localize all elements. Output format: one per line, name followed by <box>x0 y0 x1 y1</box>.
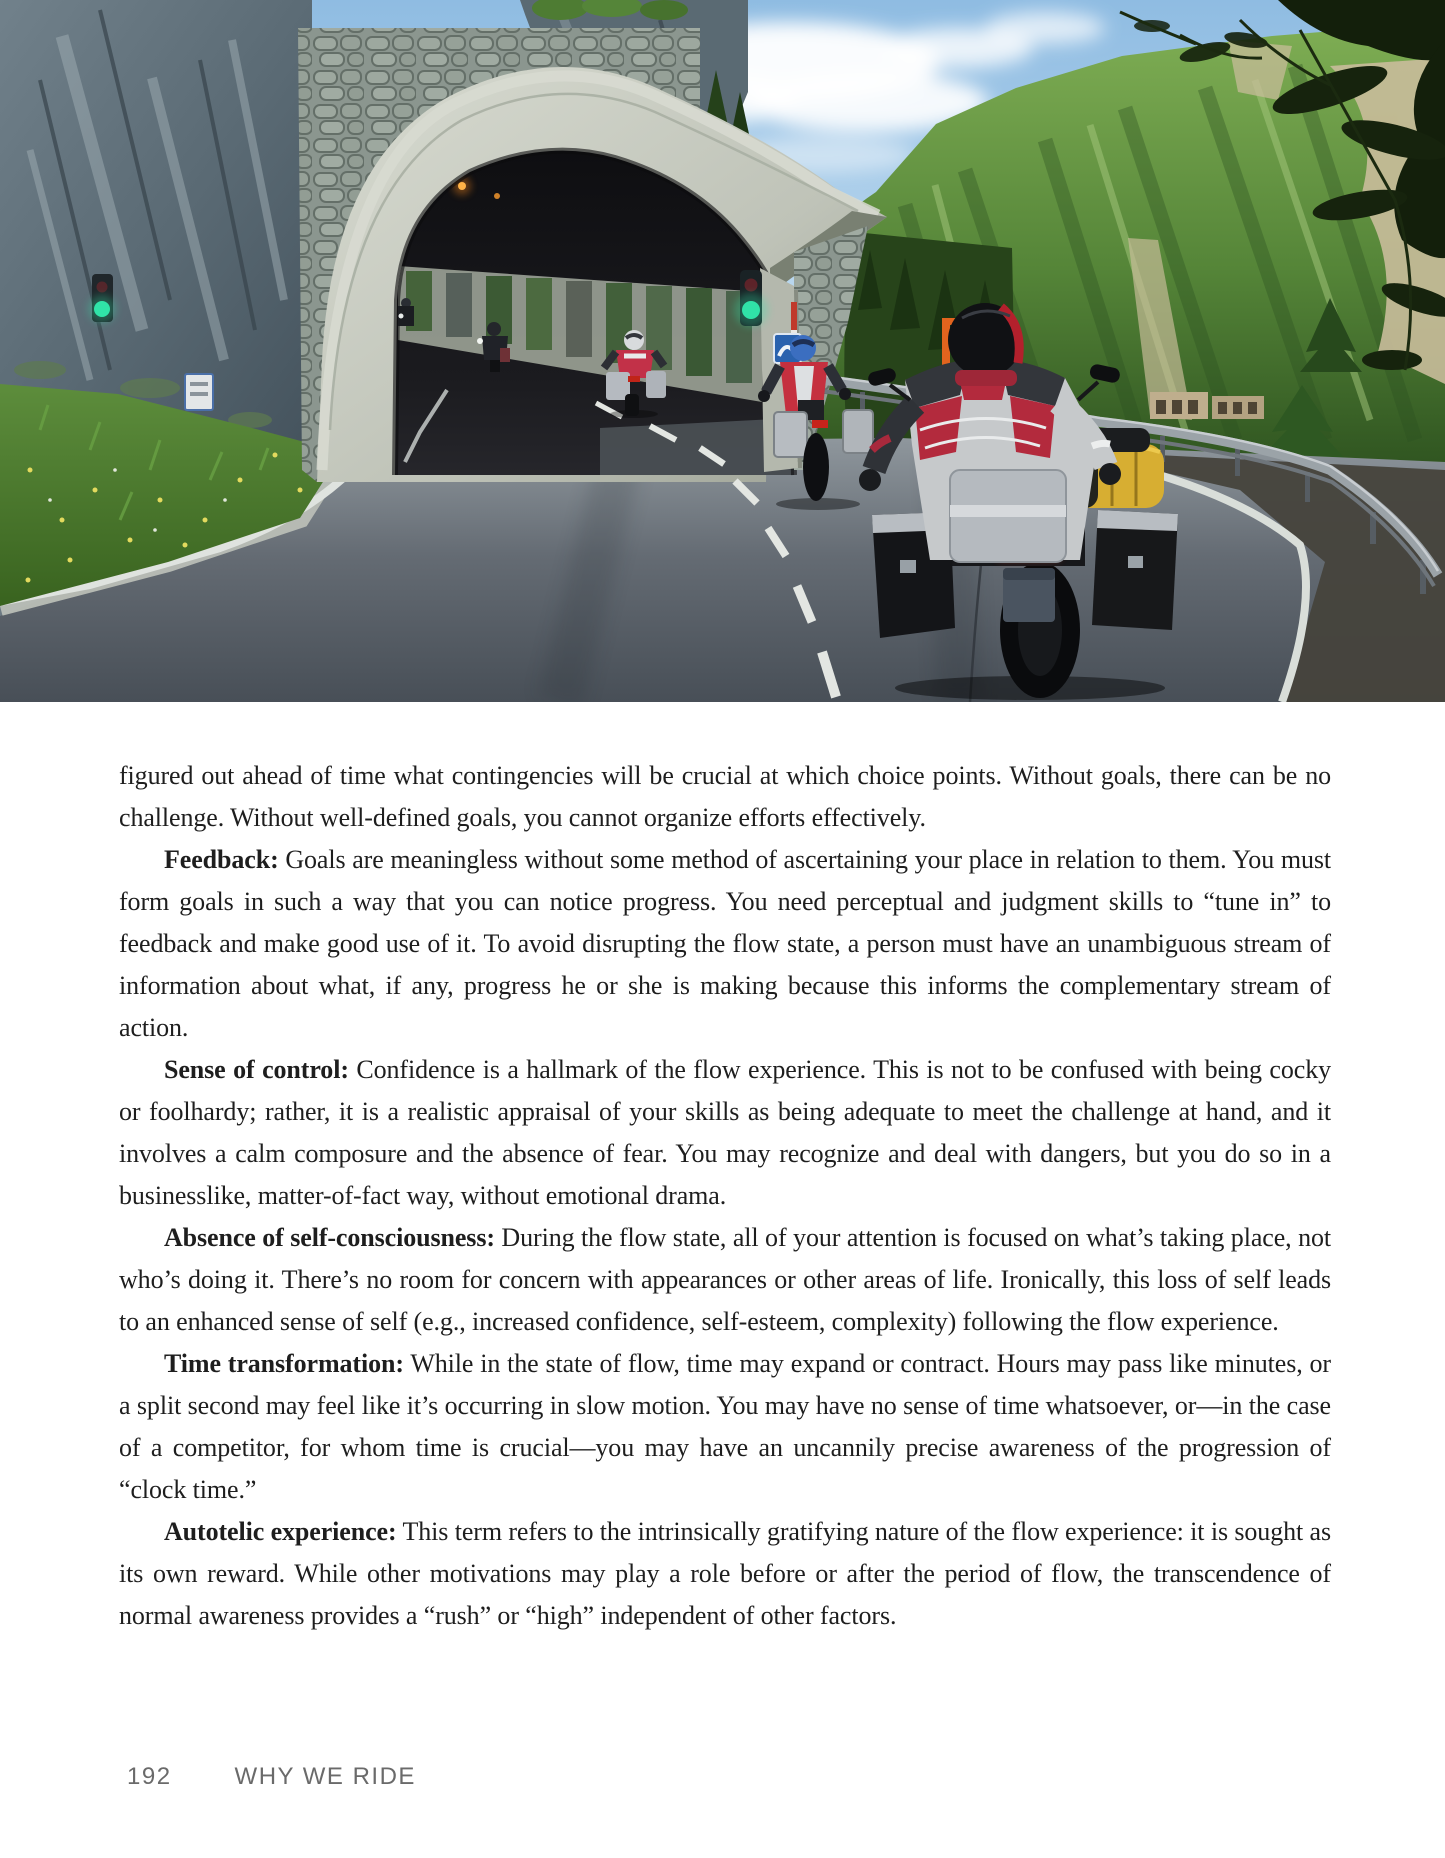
paragraph <box>119 1511 1331 1637</box>
paragraph-text: During the flow state, all of your attention is focused on what’s taking place, not who’s doing it. There’s no room for concern with appearances or other areas of life. Ironically, this loss of self leads to an enhanced sense of self (e.g., increased confidence, self-esteem, complexity) following the flow experience. <box>119 1223 1331 1336</box>
page-footer <box>127 1763 416 1791</box>
paragraph-text: Confidence is a hallmark of the flow experience. This is not to be confused with being cocky or foolhardy; rather, it is a realistic appraisal of your skills as being adequate to meet the challenge at hand, and it involves a calm composure and the absence of fear. You may recognize and deal with dangers, but you do so in a businesslike, matter-of-fact way, without emotional drama. <box>119 1055 1332 1210</box>
running-book-title: WHY WE RIDE <box>234 1763 416 1790</box>
page-number: 192 <box>127 1763 172 1790</box>
paragraph <box>119 1049 1331 1217</box>
paragraph-text: This term refers to the intrinsically gratifying nature of the flow experience: it is sought as its own reward. While other motivations may play a role before or after the period of flow, the transcendence of normal awareness provides a “rush” or “high” independent of other factors. <box>119 1517 1331 1630</box>
paragraph-lead: Absence of self-consciousness: <box>164 1223 495 1252</box>
wall-sign-white <box>185 374 213 410</box>
chapter-photo <box>0 0 1445 702</box>
paragraph-text: Goals are meaningless without some method of ascertaining your place in relation to them. You must form goals in such a way that you can notice progress. You need perceptual and judgment skills to “tune in” to feedback and make good use of it. To avoid disrupting the flow state, a person must have an unambiguous stream of information about what, if any, progress he or she is making because this informs the complementary stream of action. <box>119 845 1331 1042</box>
paragraph-text: figured out ahead of time what contingencies will be crucial at which choice points. Without goals, there can be no challenge. Without well-defined goals, you cannot organize efforts effectively. <box>119 761 1331 832</box>
traffic-light-left <box>88 274 116 323</box>
paragraph <box>119 755 1331 839</box>
paragraph-lead: Autotelic experience: <box>164 1517 397 1546</box>
paragraph-lead: Feedback: <box>164 845 279 874</box>
body-text <box>119 755 1331 1637</box>
paragraph <box>119 1343 1331 1511</box>
gallery-buildings <box>1150 392 1264 419</box>
paragraph-lead: Time transformation: <box>164 1349 404 1378</box>
paragraph-text: While in the state of flow, time may expand or contract. Hours may pass like minutes, or a split second may feel like it’s occurring in slow motion. You may have no sense of time whatsoever, or—in the case of a competitor, for whom time is crucial—you may have an uncannily precise awareness of the progression of “clock time.” <box>119 1349 1331 1504</box>
paragraph-lead: Sense of control: <box>164 1055 349 1084</box>
paragraph <box>119 839 1331 1049</box>
paragraph <box>119 1217 1331 1343</box>
